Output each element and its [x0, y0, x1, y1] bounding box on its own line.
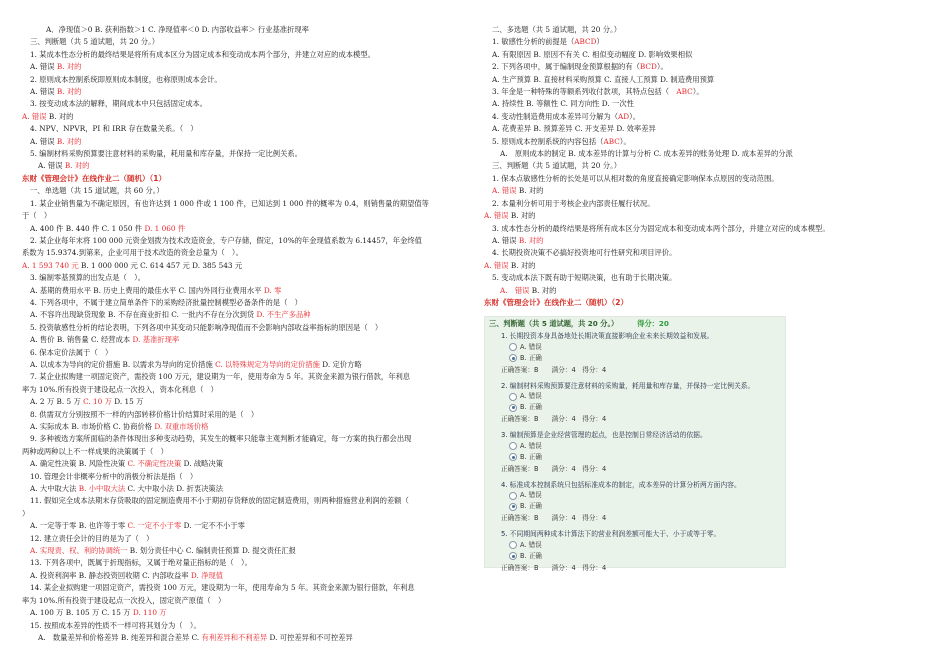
radio-icon[interactable] [509, 453, 517, 461]
text-line [22, 86, 467, 98]
text-line: A. 花费差异 B. 预算差异 C. 开支差异 D. 效率差异 [492, 124, 656, 134]
answer-highlight: C. 10 万 [83, 397, 112, 407]
spacer [485, 574, 785, 579]
text-line [22, 223, 467, 235]
answer-highlight: D. 零 [263, 285, 282, 295]
text-line [484, 61, 932, 73]
text-span: B. 对的 [529, 285, 557, 295]
text-span: A. 错误 [38, 161, 65, 171]
quiz-screenshot [484, 316, 786, 572]
quiz-option[interactable] [485, 490, 785, 501]
answer-highlight: ABC [603, 136, 620, 146]
answer-highlight: AD [618, 111, 630, 121]
quiz-section-title: 三、判断题（共 5 道试题，共 20 分。） [489, 319, 619, 328]
text-span: A. 基期的费用水平 B. 历史上费用的最佳水平 C. 国内外同行业费用水平 [30, 285, 264, 295]
quiz-option-label: A. 错误 [520, 491, 542, 499]
text-line: 于（ ） [22, 211, 52, 221]
text-span: A. 错误 [30, 87, 57, 97]
quiz-question: 3. 编制预算是企业经营管理的起点，也是控制日常经济活动的依据。 [501, 431, 707, 439]
text-line [22, 136, 467, 148]
text-line: A. 有限原因 B. 原因不有关 C. 相似变动幅度 D. 影响效果相似 [492, 49, 693, 59]
answer-highlight: A. 错误 [484, 211, 509, 221]
text-line: 系数为 15.9374.到第来，企业可用于技术改造的资金总量为（ ）。 [22, 248, 243, 258]
quiz-option-label: B. 正确 [520, 403, 542, 411]
quiz-option-label: B. 正确 [520, 353, 542, 362]
text-span: A. 400 件 B. 440 件 C. 1 050 件 [30, 223, 145, 233]
text-span: B. 对的 [508, 260, 536, 270]
answer-highlight: A. 错误 [484, 260, 509, 270]
radio-icon[interactable] [509, 393, 517, 401]
answer-highlight: B. 对的 [56, 136, 82, 146]
radio-icon[interactable] [509, 503, 517, 511]
text-line: 4. NPV、NPVR，PI 和 IRR 存在数量关系。（ ） [30, 124, 198, 134]
text-span: A. 大中取大法 [30, 484, 79, 494]
answer-highlight: B. 对的 [56, 62, 82, 72]
text-line [22, 520, 467, 532]
quiz-option-label: A. 错误 [520, 540, 542, 549]
radio-icon[interactable] [509, 492, 517, 500]
text-span: ）。 [629, 111, 641, 121]
quiz-option[interactable] [485, 540, 785, 551]
radio-icon[interactable] [509, 404, 517, 412]
answer-highlight: B. 对的 [518, 235, 544, 245]
text-line: 两种或两种以上不一样成果的决策属于（ ） [22, 446, 168, 456]
text-line: 15. 按照成本差异的性质不一样可将其划分为（ ）。 [30, 620, 201, 630]
radio-icon[interactable] [509, 541, 517, 549]
text-line: A. 持续性 B. 等额性 C. 同方向性 D. 一次性 [492, 99, 634, 109]
text-line [484, 111, 932, 123]
quiz-option-label: B. 正确 [520, 502, 542, 510]
text-span: B. 对的 [508, 211, 536, 221]
text-line: 8. 供需双方分别按照不一样的内部转移价格计价结算时采用的是（ ） [30, 409, 259, 419]
text-line [22, 111, 467, 123]
text-span: A. 数量差异和价格差异 B. 纯差异和混合差异 C. [38, 632, 202, 642]
text-line: 1. 保本点敏感性分析的长处是可以从相对数的角度直接确定影响保本点原因的变动范围。 [492, 173, 779, 183]
text-span: D. 可控差异和不可控差异 [267, 632, 353, 642]
answer-highlight: BCD [639, 62, 657, 72]
quiz-score: 得分：20 [637, 319, 669, 328]
quiz-result: 正确答案：B 满分：4 得分：4 [501, 464, 607, 473]
radio-icon[interactable] [509, 442, 517, 450]
text-line: A. 生产预算 B. 直接材料采购预算 C. 直接人工预算 D. 制造费用预算 [492, 74, 715, 84]
text-span: ）。 [656, 62, 668, 72]
quiz-question-block [485, 430, 785, 480]
text-span: B. 对的 [46, 111, 74, 121]
quiz-result: 正确答案：B 满分：4 得分：4 [501, 563, 607, 572]
text-span: A. 错误 [492, 235, 519, 245]
text-line [22, 632, 467, 644]
text-line: ） [22, 508, 30, 518]
text-line [22, 545, 467, 557]
quiz-option-label: A. 错误 [520, 392, 542, 400]
text-line: 5. 投资敏感性分析的结论表明，下列各项中其变动只能影响净现值而不会影响内部收益率指标的原因是（ ） [30, 322, 383, 332]
text-line [22, 359, 467, 371]
answer-highlight: A. 错误 [492, 186, 517, 196]
text-span: D. 定价方略 [319, 359, 362, 369]
text-line [484, 185, 932, 197]
radio-icon[interactable] [509, 552, 517, 560]
text-span: A. 2 万 B. 5 万 [30, 397, 84, 407]
text-line [22, 607, 467, 619]
text-line: 3. 成本性态分析的最终结果是将所有成本区分为固定成本和变动成本两个部分，并建立对应的成本模型。 [492, 223, 830, 233]
text-line [22, 309, 467, 321]
quiz-result: 正确答案：B 满分：4 得分：4 [501, 415, 607, 423]
text-span: A. 错误 [30, 136, 57, 146]
text-span: D. 战略决策 [181, 459, 224, 469]
quiz-option[interactable] [485, 391, 785, 402]
text-span: A. 实际成本 B. 市场价格 C. 协商价格 [30, 422, 155, 431]
text-line: 三、判断题（共 5 道试题，共 20 分。） [30, 37, 160, 47]
text-line: 1. 某成本性态分析的最终结果是将所有成本区分为固定成本和变动成本两个部分，并建立对应的成本模型。 [30, 49, 375, 59]
quiz-option-label: B. 正确 [520, 452, 542, 461]
text-line: 1. 某企业销售量为不确定原因，有也许达到 1 000 件或 1 100 件，已知达到 1 000 件的概率为 0.4，则销售量的期望值等 [30, 198, 429, 208]
text-span: 3. 年金是一种特殊的等额系列收付款项，其特点包括（ [492, 87, 677, 97]
quiz-option[interactable] [485, 501, 785, 512]
answer-highlight: D. 基准折现率 [132, 335, 180, 345]
quiz-question-block [485, 529, 785, 579]
answer-highlight: 有利差异和不利差异 [201, 632, 268, 642]
answer-highlight: C. 不确定性决策 [127, 459, 182, 469]
text-span: A. 以成本为导向的定价措施 B. 以需求为导向的定价措施 [30, 359, 216, 369]
radio-icon[interactable] [509, 354, 517, 362]
text-span: A. 错误 [30, 62, 57, 72]
text-line: 三、判断题（共 5 道试题，共 20 分。） [492, 161, 622, 171]
answer-highlight: A. 实现责、权、利的协调统一 [30, 546, 128, 556]
quiz-header [485, 317, 785, 331]
quiz-result: 正确答案：B 满分：4 得分：4 [501, 365, 607, 374]
text-line: 13. 下列各项中，既属于折现指标，又属于绝对量正指标的是（ ）。 [30, 558, 252, 568]
text-span: D. 一定不不小于零 [181, 521, 245, 531]
quiz-option[interactable] [485, 441, 785, 452]
quiz-option[interactable] [485, 353, 785, 364]
text-line [22, 483, 467, 495]
text-span: A. 售价 B. 销售量 C. 经营成本 [30, 335, 133, 345]
answer-highlight: D. 不生产多品种 [256, 310, 311, 320]
quiz-option-label: A. 错误 [520, 342, 542, 351]
quiz-option[interactable] [485, 342, 785, 353]
text-span: A. 不容许出现缺货现象 B. 不存在商业折扣 C. 一批内不存在分次到货 [30, 310, 257, 320]
text-line: A. 原则成本的制定 B. 成本差异的计算与分析 C. 成本差异的账务处理 D. 成本差异的分派 [500, 149, 793, 159]
answer-highlight: C. 一定不小于零 [127, 521, 182, 531]
text-line: 9. 多种被选方案所面临的条件体现出多种变动趋势，其发生的概率只能靠主观判断才能确定，每一方案的执行都会出现 [30, 434, 412, 444]
text-line [22, 421, 467, 433]
text-line [22, 260, 467, 272]
answer-highlight: B. 小中取大法 [78, 484, 126, 494]
quiz-question: 1. 长期投资本身具备地处长期决策直接影响企业未来长期效益和发展。 [501, 332, 714, 340]
quiz-option[interactable] [485, 402, 785, 413]
text-span: D. 15 万 [111, 397, 144, 407]
text-line [484, 285, 932, 297]
text-line [22, 285, 467, 297]
text-span: A. 100 万 B. 105 万 C. 15 万 [30, 608, 133, 618]
text-line: 10. 管理会计非概率分析中的消极分析法是指（ ） [30, 471, 198, 481]
text-line: 率为 10%.所有投资于建设起点一次投入，固定资产原值（ ） [22, 595, 226, 605]
text-line [484, 260, 932, 272]
left-column [22, 24, 467, 644]
quiz-questions [485, 331, 785, 579]
text-span: C. 大中取小法 D. 折衷决策法 [125, 484, 224, 494]
quiz-question-block [485, 331, 785, 381]
quiz-result: 正确答案：B 满分：4 得分：4 [501, 514, 607, 522]
text-span: ） [596, 37, 604, 47]
right-column [484, 24, 932, 309]
text-span: A. 一定等于零 B. 也许等于零 [30, 521, 128, 531]
text-span: 2. 下列各项中，属于编制现金预算根据的有（ [492, 62, 640, 72]
answer-highlight: A. 错误 [22, 111, 47, 121]
text-line [22, 396, 467, 408]
text-line: 3. 按变动成本法的解释，期间成本中只包括固定成本。 [30, 99, 208, 109]
answer-highlight: B. 对的 [56, 87, 82, 97]
text-span: A. 投资利润率 B. 静态投资回收期 C. 内部收益率 [30, 570, 191, 580]
section-heading: 东财《管理会计》在线作业二（随机）（2） [484, 297, 628, 307]
text-line: 4. 下列各项中，不属于建立简单条件下的采购经济批量控制模型必备条件的是（ ） [30, 297, 302, 307]
quiz-question: 5. 不同期间两种成本计算法下的营业利润差额可能大于、小于或等于零。 [501, 530, 721, 538]
text-line [484, 210, 932, 222]
text-line: 一、单选题（共 15 道试题，共 60 分。） [30, 186, 164, 196]
quiz-question-block [485, 381, 785, 431]
text-line [22, 458, 467, 470]
text-line: A．净现值＞0 B. 获利指数＞1 C. 净现值率＜0 D. 内部收益率＞ 行业基准折现率 [46, 25, 309, 34]
answer-highlight: A. 错误 [500, 285, 530, 295]
text-span: ）。 [619, 136, 631, 146]
text-line: 4. 长期投资决策不必搞好投资地可行性研究和项目评价。 [492, 248, 677, 258]
text-line: 12. 建立责任会计的目的是为了（ ） [30, 533, 154, 543]
text-line [484, 36, 932, 48]
text-line: 二、多选题（共 5 道试题，共 20 分。） [492, 25, 622, 34]
text-span: B. 对的 [516, 186, 544, 196]
text-line [484, 136, 932, 148]
text-line: 2. 本量利分析可用于考核企业内部责任履行状况。 [492, 198, 655, 208]
text-line: 14. 某企业拟购建一项固定资产，需投资 100 万元，建设期为一年，使用寿命为 5 年。其资金来源为银行借款，年利息 [30, 583, 415, 593]
quiz-question: 4. 标准成本控制系统只包括标准成本的制定，成本差异的计算分析两方面内容。 [501, 480, 741, 489]
answer-highlight: D. 1 060 件 [144, 223, 186, 233]
text-line [22, 61, 467, 73]
text-line: 率为 10%.所有投资于建设起点一次投入，资本化利息（ ） [22, 384, 218, 394]
text-line [484, 235, 932, 247]
quiz-option[interactable] [485, 452, 785, 463]
answer-highlight: B. 对的 [64, 161, 90, 171]
text-span: A. 确定性决策 B. 风险性决策 [30, 459, 128, 469]
text-line: 2. 某企业每年末将 100 000 元资金划拨为技术改造资金，专户存储，假定，10%的年金现值系数为 6.14457，年金终值 [30, 235, 422, 245]
text-line: 2. 原则成本控制系统即原则成本制度，也称原则成本会计。 [30, 74, 222, 84]
answer-highlight: D. 110 万 [132, 608, 167, 618]
answer-highlight: C. 以特殊规定为导向的定价措施 [215, 359, 320, 369]
text-line: 11. 假如完全成本法期末存货吸取的固定制造费用不小于期初存货释放的固定制造费用，则两种措施营业利润的差额（ [30, 496, 409, 506]
text-line: 7. 某企业拟购建一项固定资产，需投资 100 万元，建设期为一年，使用寿命为 5 年。其资金来源为银行借款，年利息 [30, 372, 411, 382]
text-span: B. 1 000 000 元 C. 614 457 元 D. 385 543 元 [78, 260, 243, 270]
quiz-question: 2. 编制材料采购预算要注意材料的采购量，耗用量和库存量，并保持一定比例关系。 [501, 381, 755, 390]
text-span: B. 划分责任中心 C. 编制责任预算 D. 提交责任汇报 [127, 546, 296, 556]
answer-highlight: ABC [676, 87, 693, 97]
answer-highlight: D. 净现值 [190, 570, 224, 580]
text-line [22, 570, 467, 582]
answer-highlight: A. 1 593 740 元 [22, 260, 79, 270]
text-span: 5. 原则成本控制系统的内容包括（ [492, 136, 604, 146]
text-line [22, 160, 467, 172]
quiz-question-block [485, 480, 785, 530]
radio-icon[interactable] [509, 343, 517, 351]
text-span: 1. 敏感性分析的前提是（ [492, 37, 575, 47]
text-line: 5. 变动成本法下既有助于短期决策，也有助于长期决策。 [492, 273, 677, 283]
text-line [22, 334, 467, 346]
answer-highlight: ABCD [574, 37, 597, 47]
quiz-option-label: B. 正确 [520, 551, 542, 560]
text-line [484, 86, 932, 98]
section-heading: 东财《管理会计》在线作业二（随机）（1） [22, 173, 166, 183]
text-span: 4. 变动性制造费用成本差异可分解为（ [492, 111, 619, 121]
quiz-option-label: A. 错误 [520, 441, 542, 450]
answer-highlight: D. 双重市场价格 [154, 422, 209, 431]
text-line: 3. 编制零基预算的出发点是（ ）。 [30, 273, 146, 283]
quiz-option[interactable] [485, 551, 785, 562]
text-line: 6. 保本定价法属于（ ） [30, 347, 113, 357]
text-line: 5. 编制材料采购预算要注意材料的采购量，耗用量和库存量，并保持一定比例关系。 [30, 149, 302, 159]
text-span: ）。 [692, 87, 704, 97]
